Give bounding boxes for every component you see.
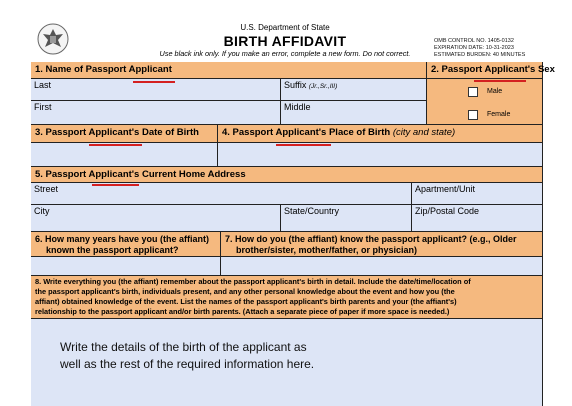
section4-heading [218,125,543,143]
zip-field[interactable] [412,205,543,232]
department-seal-icon [36,22,70,56]
male-label: Male [487,88,503,95]
underline-applicant-4 [276,144,331,146]
section1-heading: 1. Name of Passport Applicant [31,62,427,79]
annotation-line2: well as the rest of the required information here. [60,357,315,371]
city-label: City [34,206,50,216]
last-name-label: Last [34,80,52,90]
female-label: Female [487,111,511,118]
section4-hint: (city and state) [392,127,456,138]
underline-applicant-3 [89,144,142,146]
middle-name-field[interactable] [281,101,427,125]
annotation-line1: Write the details of the birth of the applicant as [60,340,307,354]
sex-options [427,79,543,125]
department-name: U.S. Department of State [240,23,330,32]
section4-title: 4. Passport Applicant's Place of Birth [222,127,391,138]
section8-line3: affiant) obtained knowledge of the event. List the names of the passport applicant's birth parents and your (the affiant's) [35,297,457,306]
city-field[interactable] [31,205,281,232]
street-field[interactable] [31,183,412,205]
section7-line2: brother/sister, mother/father, or physician) [236,244,418,255]
suffix-field[interactable] [281,79,427,101]
form-title: BIRTH AFFIDAVIT [223,33,347,49]
suffix-label: Suffix [284,80,307,90]
section5-heading: 5. Passport Applicant's Current Home Address [31,167,543,183]
zip-label: Zip/Postal Code [415,206,480,216]
state-country-label: State/Country [284,206,340,216]
section6-line1: 6. How many years have you (the affiant) [35,234,210,244]
section3-heading: 3. Passport Applicant's Date of Birth [31,125,218,143]
first-name-field[interactable] [31,101,281,125]
section6-line2: known the passport applicant? [46,244,179,255]
section8-heading [31,276,543,319]
section6-heading [31,232,221,257]
male-checkbox[interactable] [468,87,478,97]
section2-heading: 2. Passport Applicant's Sex [427,62,543,79]
first-name-label: First [34,102,52,112]
section7-line1: 7. How do you (the affiant) know the passport applicant? (e.g., Older [225,234,517,244]
expiration-date: EXPIRATION DATE: 10-31-2023 [434,45,514,51]
place-of-birth-field[interactable] [218,143,543,167]
annotation-note [60,339,314,373]
section8-line2: the passport applicant's birth, individuals present, and any other personal knowledge about the event and how you (the [35,287,455,296]
street-label: Street [34,184,59,194]
section8-line1: 8. Write everything you (the affiant) remember about the passport applicant's birth in detail. Include the date/time/location of [35,277,471,286]
underline-applicant-2 [474,80,526,82]
section8-line4: relationship to the passport applicant and/or birth parents. (Attach a separate piece of paper if more space is needed.) [35,307,450,316]
suffix-hint: (Jr.,Sr.,III) [308,83,338,90]
underline-applicant-5 [92,184,139,186]
form-instructions: Use black ink only. If you make an error, complete a new form. Do not correct. [159,49,411,58]
section7-heading [221,232,543,257]
apartment-label: Apartment/Unit [415,184,476,194]
female-checkbox[interactable] [468,110,478,120]
middle-name-label: Middle [284,102,311,112]
years-known-field[interactable] [31,257,221,276]
omb-control-number: OMB CONTROL NO. 1405-0132 [434,38,514,44]
estimated-burden: ESTIMATED BURDEN: 40 MINUTES [434,52,526,58]
apartment-field[interactable] [412,183,543,205]
state-country-field[interactable] [281,205,412,232]
underline-applicant-1 [133,81,175,83]
date-of-birth-field[interactable] [31,143,218,167]
relationship-field[interactable] [221,257,543,276]
